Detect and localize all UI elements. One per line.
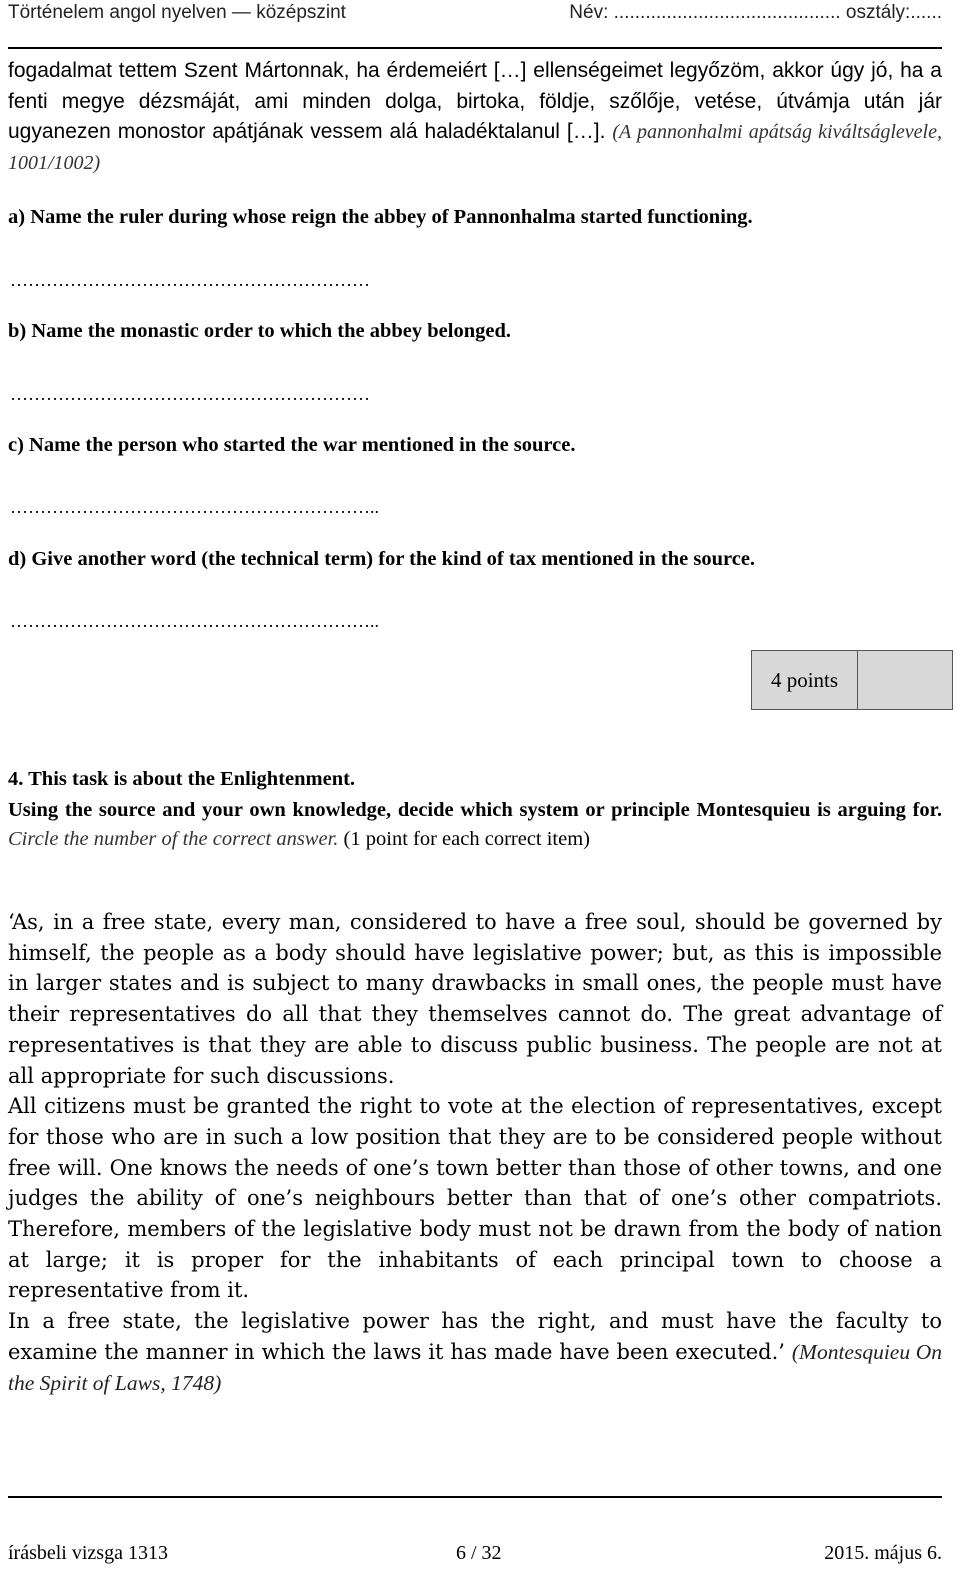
source2-citation: (Montesquieu On the Spirit of Laws, 1748) <box>8 1339 942 1395</box>
answer-line-b[interactable]: …………………………………………………… <box>10 384 370 404</box>
source1-citation: (A pannonhalmi apátság kiváltságlevele, 1001/1002) <box>8 121 942 174</box>
task4-instruction <box>8 796 942 853</box>
source2-paragraph-text: In a free state, the legislative power has the right, and must have the faculty to examine the manner in which the laws it has made have been executed.’ <box>8 1309 942 1364</box>
source2-paragraph: All citizens must be granted the right to vote at the election of representatives, except for those who are in such a low position that they are to be considered people without free will. One knows the needs of one’s town better than those of other towns, and one judges the ability of one’s neighbours better than that of one’s other compatriots. Therefore, members of the legislative body must not be drawn from the body of nation at large; it is proper for the inhabitants of each principal town to choose a representative from it. <box>8 1094 942 1303</box>
points-label: 4 points <box>752 651 858 709</box>
exam-title: Történelem angol nyelven — középszint <box>8 2 346 23</box>
footer-divider <box>8 1496 942 1498</box>
question-c: c) Name the person who started the war mentioned in the source. <box>8 434 576 456</box>
points-box <box>751 650 953 710</box>
points-score-cell <box>858 651 952 709</box>
source-excerpt-1 <box>8 56 942 178</box>
answer-line-d[interactable]: …………………………………………………….. <box>10 611 379 631</box>
question-b: b) Name the monastic order to which the abbey belonged. <box>8 320 511 342</box>
task4-title: 4. This task is about the Enlightenment. <box>8 768 356 790</box>
question-d: d) Give another word (the technical term) for the kind of tax mentioned in the source. <box>8 548 756 570</box>
answer-line-a[interactable]: …………………………………………………… <box>10 270 370 290</box>
source2-paragraph: ‘As, in a free state, every man, considered to have a free soul, should be governed by himself, the people as a body should have legislative power; but, as this is impossible in larger states and is subject to many drawbacks in small ones, the people must have their representatives do all that they themselves cannot do. The great advantage of representatives is that they are able to discuss public business. The people are not at all appropriate for such discussions. <box>8 910 942 1088</box>
exam-date: 2015. május 6. <box>824 1542 942 1564</box>
student-name-class-field: Név: ........................................... osztály:...... <box>569 2 942 23</box>
task4-instruction-points: (1 point for each correct item) <box>343 827 590 850</box>
page-header <box>8 0 942 34</box>
task4-instruction-bold: Using the source and your own knowledge, decide which system or principle Montesquieu is arguing for. <box>8 799 942 821</box>
task4-instruction-italic: Circle the number of the correct answer. <box>8 827 339 850</box>
header-divider <box>8 47 942 49</box>
question-a: a) Name the ruler during whose reign the abbey of Pannonhalma started functioning. <box>8 206 753 228</box>
source-excerpt-montesquieu <box>8 907 942 1398</box>
answer-line-c[interactable]: …………………………………………………….. <box>10 497 379 517</box>
source1-text: fogadalmat tettem Szent Mártonnak, ha érdemeiért […] ellenségeimet legyőzöm, akkor úgy jó, ha a fenti megye dézsmáját, ami minden dolga, birtoka, földje, szőlője, vetése, útvámja után jár ugyanezen monostor apátjának vessem alá haladéktalanul […]. <box>8 59 942 143</box>
page-number: 6 / 32 <box>456 1542 502 1564</box>
page-footer <box>8 1542 942 1572</box>
exam-code: írásbeli vizsga 1313 <box>8 1542 168 1564</box>
source2-paragraph <box>8 1306 942 1398</box>
